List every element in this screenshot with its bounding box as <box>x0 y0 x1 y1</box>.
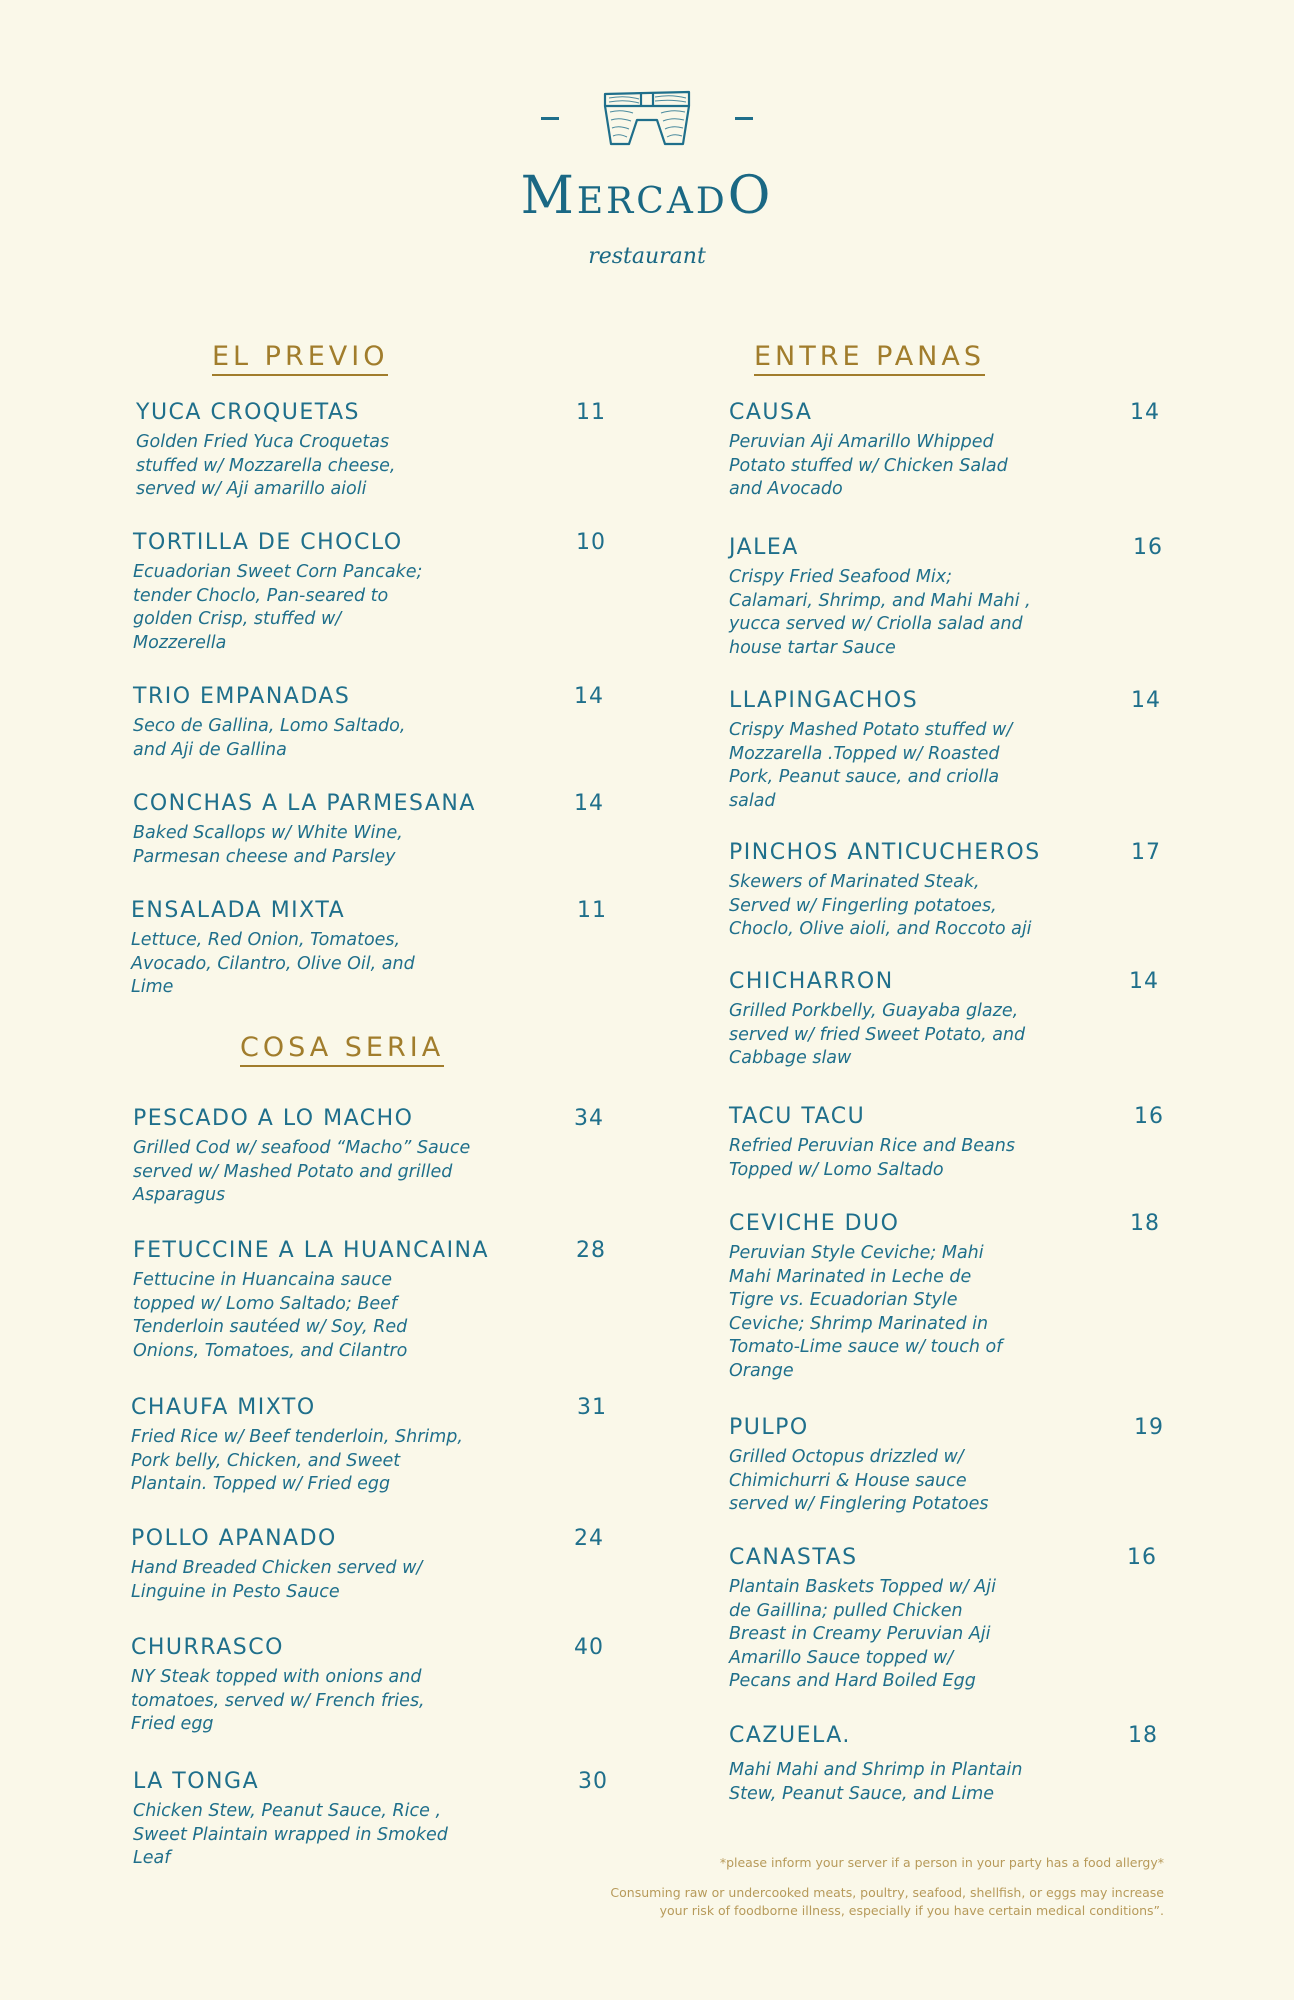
allergy-note <box>564 1854 1164 1872</box>
item-name: LA TONGA <box>133 1769 260 1794</box>
menu-item <box>131 1526 422 1604</box>
item-price: 11 <box>577 898 607 923</box>
item-price: 14 <box>1131 688 1161 713</box>
item-price: 14 <box>1129 969 1159 994</box>
item-price: 30 <box>578 1769 608 1794</box>
item-description: Skewers of Marinated Steak, Served w/ Fingerling potatoes, Choclo, Olive aioli, and Roccoto aji <box>729 872 1032 939</box>
item-description: Lettuce, Red Onion, Tomatoes, Avocado, Cilantro, Olive Oil, and Lime <box>131 930 415 997</box>
item-description: Crispy Mashed Potato stuffed w/ Mozzarella .Topped w/ Roasted Pork, Peanut sauce, and criolla salad <box>729 720 1013 811</box>
allergy-note-text: *please inform your server if a person in your party has a food allergy* <box>719 1855 1164 1870</box>
right-dash <box>735 117 753 120</box>
section-title-el-previo: EL PREVIO <box>212 341 388 376</box>
item-name: PESCADO A LO MACHO <box>133 1106 414 1131</box>
menu-item <box>133 684 405 762</box>
item-description: Fettucine in Huancaina sauce topped w/ Lomo Saltado; Beef Tenderloin sautéed w/ Soy, Red Onions, Tomatoes, and Cilantro <box>133 1270 408 1361</box>
item-price: 16 <box>1133 535 1163 560</box>
item-price: 14 <box>574 684 604 709</box>
menu-item <box>133 791 476 869</box>
item-price: 28 <box>576 1238 606 1263</box>
item-name: LLAPINGACHOS <box>729 688 919 713</box>
menu-item <box>729 840 1041 942</box>
item-name: CONCHAS A LA PARMESANA <box>133 791 476 816</box>
menu-item <box>133 1769 448 1871</box>
menu-item <box>729 969 1025 1071</box>
item-description: Crispy Fried Seafood Mix; Calamari, Shrimp, and Mahi Mahi , yucca served w/ Criolla salad and house tartar Sauce <box>729 567 1031 658</box>
item-name: CANASTAS <box>729 1545 858 1570</box>
item-name: TACU TACU <box>729 1104 866 1129</box>
item-price: 34 <box>574 1106 604 1131</box>
menu-item <box>729 535 1031 660</box>
item-price: 24 <box>574 1526 604 1551</box>
menu-item <box>729 1415 989 1517</box>
item-description: Grilled Porkbelly, Guayaba glaze, served w/ fried Sweet Potato, and Cabbage slaw <box>729 1001 1026 1068</box>
item-name: CHICHARRON <box>729 969 894 994</box>
item-price: 16 <box>1134 1104 1164 1129</box>
item-description: Hand Breaded Chicken served w/ Linguine in Pesto Sauce <box>131 1558 423 1602</box>
item-description: Golden Fried Yuca Croquetas stuffed w/ Mozzarella cheese, served w/ Aji amarillo aioli <box>136 432 396 499</box>
market-stall-logo-icon <box>601 90 693 146</box>
item-price: 16 <box>1127 1545 1157 1570</box>
item-description: Peruvian Style Ceviche; Mahi Mahi Marinated in Leche de Tigre vs. Ecuadorian Style Ceviche; Shrimp Marinated in Tomato-Lime sauce w/ touch of Orange <box>729 1243 1003 1381</box>
item-description: Ecuadorian Sweet Corn Pancake; tender Choclo, Pan-seared to golden Crisp, stuffed w/ Mozzerella <box>133 562 423 653</box>
menu-item <box>136 400 395 502</box>
item-name: PINCHOS ANTICUCHEROS <box>729 840 1041 865</box>
item-price: 11 <box>576 400 606 425</box>
item-name: ENSALADA MIXTA <box>131 898 346 923</box>
item-name: CHAUFA MIXTO <box>131 1395 316 1420</box>
item-price: 40 <box>574 1635 604 1660</box>
menu-item <box>131 898 415 1000</box>
item-description: Plantain Baskets Topped w/ Aji de Gaillina; pulled Chicken Breast in Creamy Peruvian Aji Amarillo Sauce topped w/ Pecans and Hard Boiled Egg <box>729 1577 996 1691</box>
menu-item <box>131 1395 463 1497</box>
menu-item <box>131 1635 425 1737</box>
item-name: PULPO <box>729 1415 809 1440</box>
left-dash <box>541 117 559 120</box>
item-price: 14 <box>1130 400 1160 425</box>
item-description: Peruvian Aji Amarillo Whipped Potato stuffed w/ Chicken Salad and Avocado <box>729 432 1008 499</box>
menu-item <box>729 688 1012 813</box>
section-title-cosa-seria: COSA SERIA <box>240 1032 444 1067</box>
menu-item <box>729 1104 1015 1182</box>
item-description: Grilled Cod w/ seafood “Macho” Sauce served w/ Mashed Potato and grilled Asparagus <box>133 1138 471 1205</box>
item-name: CEVICHE DUO <box>729 1211 900 1236</box>
item-name: TRIO EMPANADAS <box>133 684 351 709</box>
item-name: POLLO APANADO <box>131 1526 337 1551</box>
item-name: YUCA CROQUETAS <box>136 400 360 425</box>
item-description: Refried Peruvian Rice and Beans Topped w/ Lomo Saltado <box>729 1136 1015 1180</box>
brand-name: MercadO <box>520 166 774 226</box>
raw-food-warning <box>604 1884 1164 1920</box>
menu-item <box>729 400 1008 502</box>
item-name: TORTILLA DE CHOCLO <box>133 530 403 555</box>
menu-item <box>729 1723 1022 1806</box>
item-description: Seco de Gallina, Lomo Saltado, and Aji de Gallina <box>133 716 406 760</box>
item-price: 10 <box>576 530 606 555</box>
item-description: Mahi Mahi and Shrimp in Plantain Stew, Peanut Sauce, and Lime <box>729 1760 1023 1804</box>
item-price: 17 <box>1131 840 1161 865</box>
item-description: Grilled Octopus drizzled w/ Chimichurri & House sauce served w/ Finglering Potatoes <box>729 1447 989 1514</box>
item-price: 18 <box>1128 1723 1158 1748</box>
menu-item <box>133 530 422 655</box>
menu-item <box>133 1106 470 1208</box>
menu-header <box>0 90 1294 269</box>
item-price: 31 <box>577 1395 607 1420</box>
brand-subtitle: restaurant <box>588 244 706 269</box>
item-name: CAUSA <box>729 400 813 425</box>
section-title-entre-panas: ENTRE PANAS <box>754 341 985 376</box>
item-name: CAZUELA. <box>729 1723 851 1748</box>
logo-row <box>0 90 1294 146</box>
item-description: Chicken Stew, Peanut Sauce, Rice , Sweet Plaintain wrapped in Smoked Leaf <box>133 1801 448 1868</box>
item-price: 18 <box>1130 1211 1160 1236</box>
item-price: 19 <box>1134 1415 1164 1440</box>
item-name: FETUCCINE A LA HUANCAINA <box>133 1238 490 1263</box>
item-name: CHURRASCO <box>131 1635 284 1660</box>
raw-food-warning-text: Consuming raw or undercooked meats, poultry, seafood, shellfish, or eggs may increase your risk of foodborne illness, especially if you have certain medical conditions”. <box>610 1885 1164 1918</box>
menu-item <box>133 1238 489 1363</box>
menu-item <box>729 1545 996 1694</box>
item-price: 14 <box>574 791 604 816</box>
menu-item <box>729 1211 1002 1383</box>
item-name: JALEA <box>729 535 799 560</box>
item-description: Fried Rice w/ Beef tenderloin, Shrimp, Pork belly, Chicken, and Sweet Plantain. Topped w/ Fried egg <box>131 1427 463 1494</box>
item-description: Baked Scallops w/ White Wine, Parmesan cheese and Parsley <box>133 823 403 867</box>
item-description: NY Steak topped with onions and tomatoes, served w/ French fries, Fried egg <box>131 1667 425 1734</box>
